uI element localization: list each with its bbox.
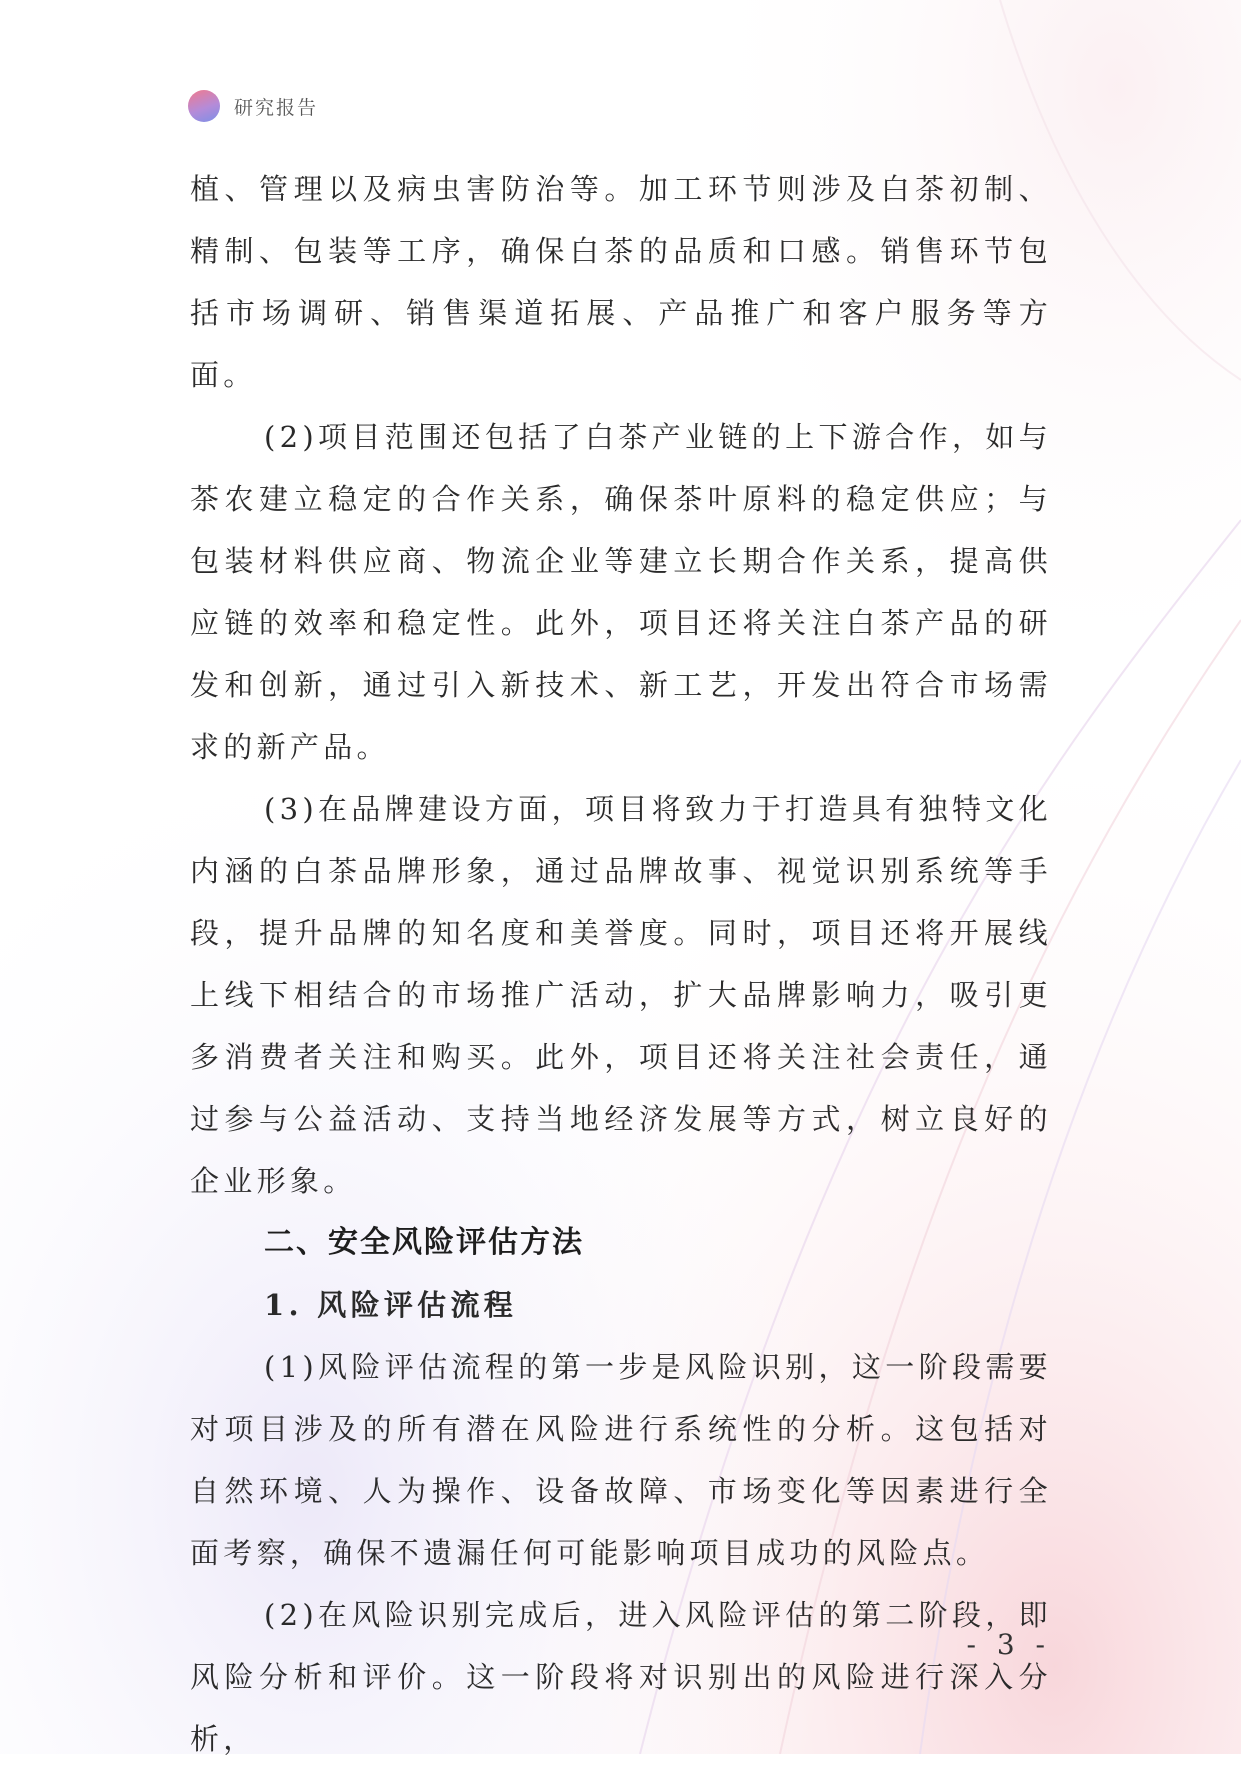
header-label: 研究报告 — [234, 96, 319, 119]
report-header — [188, 88, 318, 124]
paragraph-2: (2)项目范围还包括了白茶产业链的上下游合作，如与茶农建立稳定的合作关系，确保茶叶原料的稳定供应；与包装材料供应商、物流企业等建立长期合作关系，提高供应链的效率和稳定性。此外，项目还将关注白茶产品的研发和创新，通过引入新技术、新工艺，开发出符合市场需求的新产品。 — [190, 420, 1052, 764]
section-heading: 二、安全风险评估方法 — [264, 1225, 584, 1260]
section-paragraph-2: (2)在风险识别完成后，进入风险评估的第二阶段，即风险分析和评价。这一阶段将对识别出的风险进行深入分析， — [190, 1598, 1052, 1756]
document-body — [190, 158, 1052, 1770]
logo-circle-icon — [188, 90, 220, 122]
section-paragraph-1: (1)风险评估流程的第一步是风险识别，这一阶段需要对项目涉及的所有潜在风险进行系统性的分析。这包括对自然环境、人为操作、设备故障、市场变化等因素进行全面考察，确保不遗漏任何可能影响项目成功的风险点。 — [190, 1350, 1052, 1570]
page-number: - 3 - — [966, 1628, 1051, 1661]
paragraph-3: (3)在品牌建设方面，项目将致力于打造具有独特文化内涵的白茶品牌形象，通过品牌故事、视觉识别系统等手段，提升品牌的知名度和美誉度。同时，项目还将开展线上线下相结合的市场推广活动，扩大品牌影响力，吸引更多消费者关注和购买。此外，项目还将关注社会责任，通过参与公益活动、支持当地经济发展等方式，树立良好的企业形象。 — [190, 792, 1052, 1198]
paragraph-continued: 植、管理以及病虫害防治等。加工环节则涉及白茶初制、精制、包装等工序，确保白茶的品质和口感。销售环节包括市场调研、销售渠道拓展、产品推广和客户服务等方面。 — [190, 172, 1052, 392]
subsection-heading: 1. 风险评估流程 — [264, 1288, 518, 1322]
